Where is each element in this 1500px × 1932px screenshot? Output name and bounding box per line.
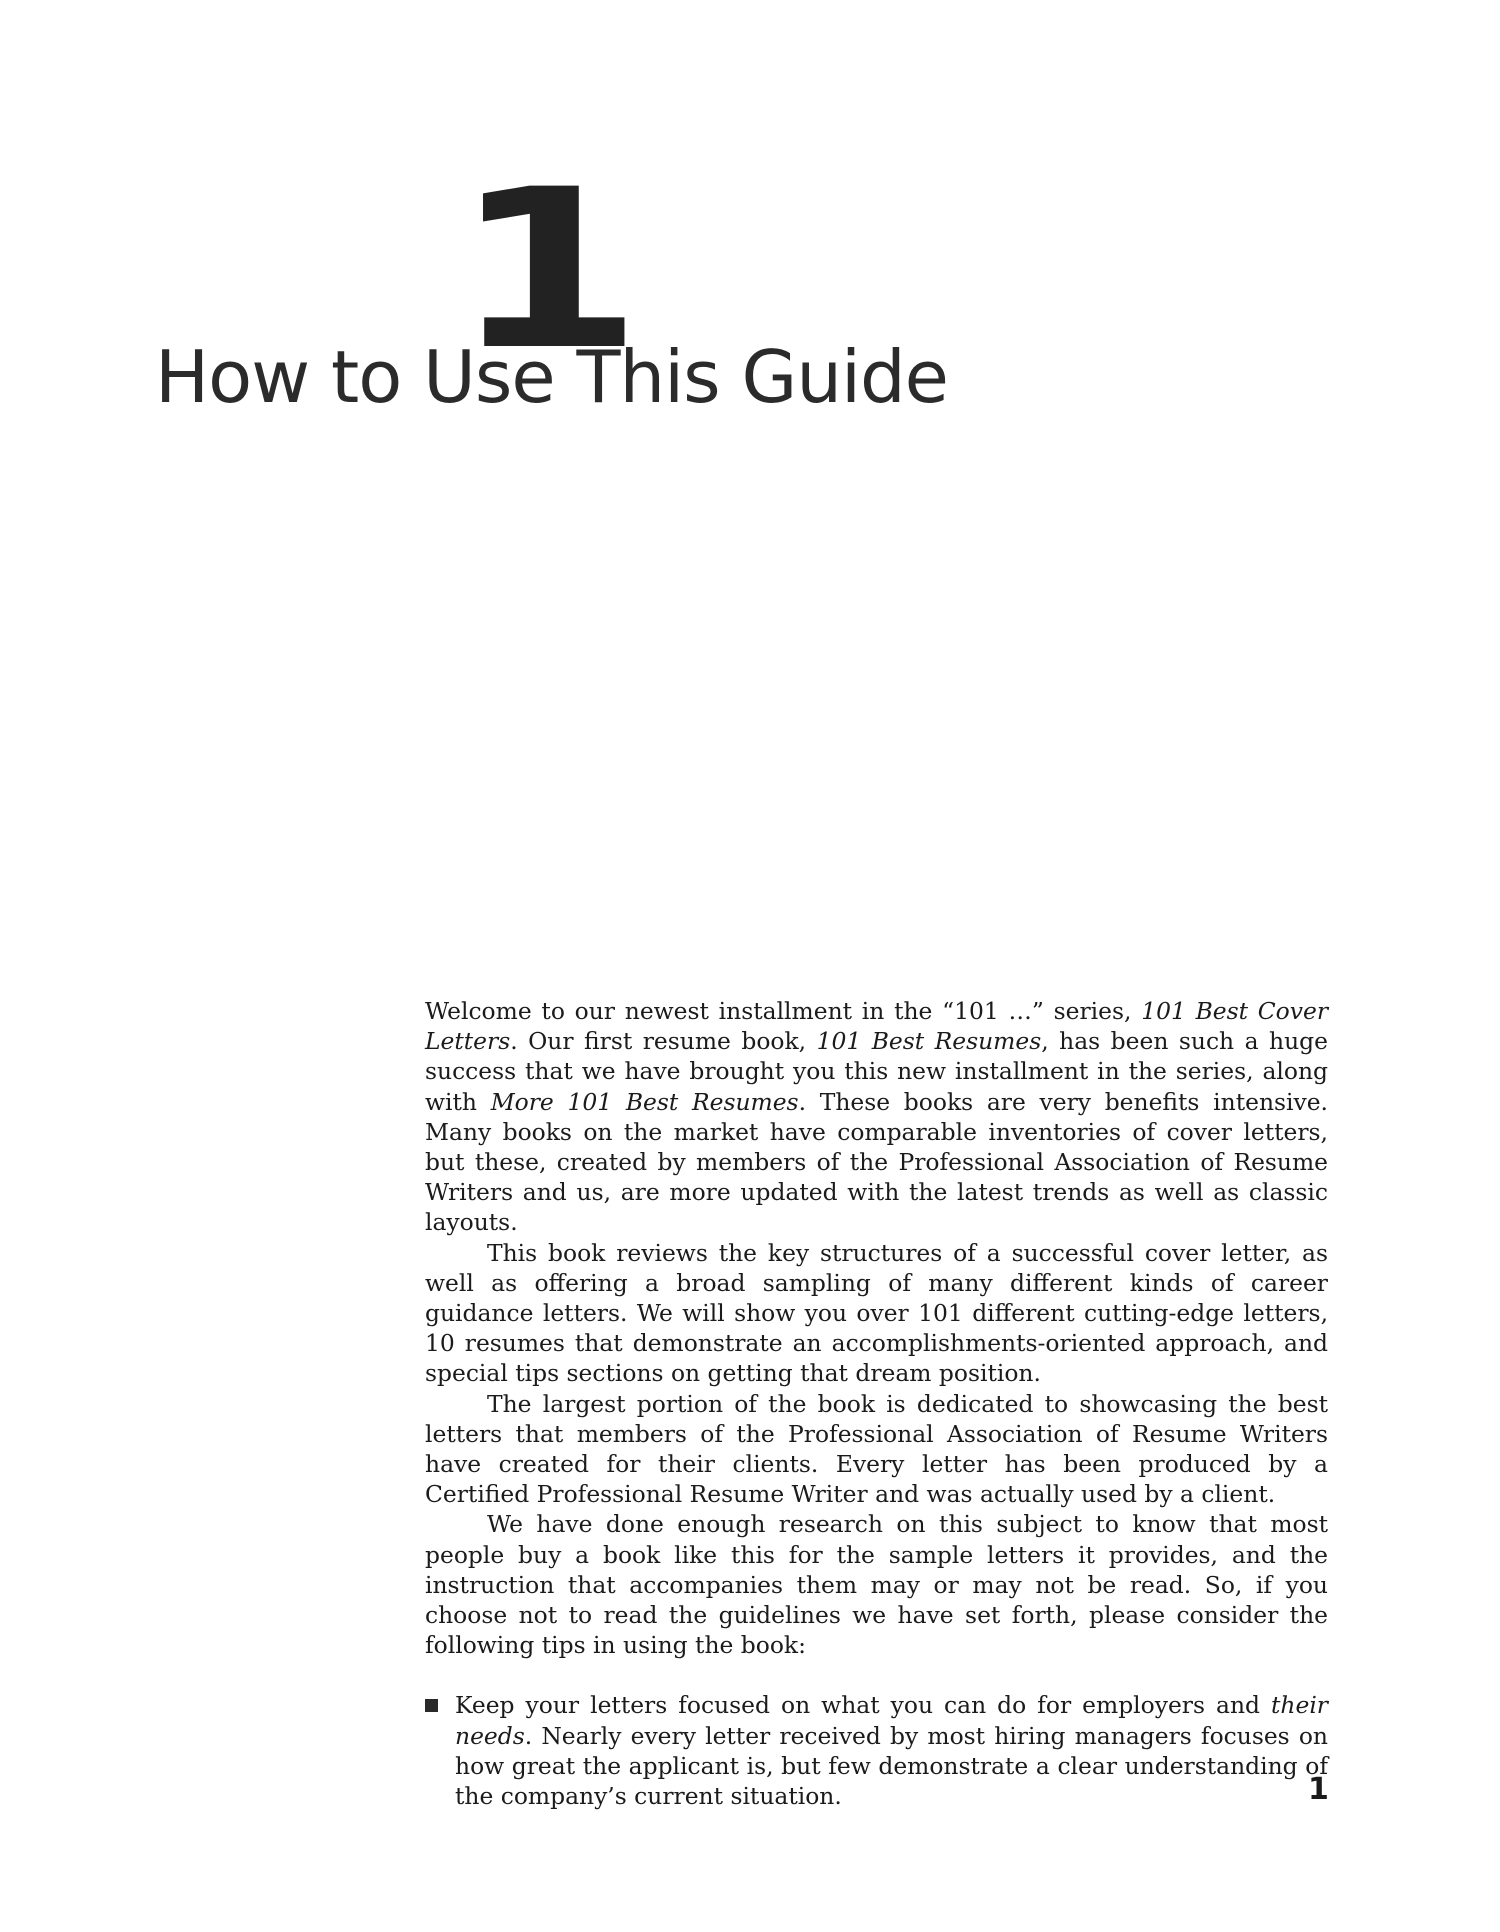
list-item: [425, 1690, 1328, 1811]
square-bullet-icon: [425, 1699, 438, 1712]
chapter-title: How to Use This Guide: [155, 335, 948, 419]
text-run: Keep your letters focused on what you can do for employers and: [455, 1691, 1272, 1720]
emphasis: their needs: [455, 1691, 1328, 1750]
text-run: We have done enough research on this subject to know that most people buy a book like this for the sample letters it provides, and the instruction that accompanies them may or may not be read. So, if you choose not to read the guidelines we have set forth, please consider the following tips in using the book:: [425, 1510, 1328, 1660]
tips-list: [425, 1690, 1328, 1811]
text-run: . Our first resume book,: [510, 1027, 817, 1056]
text-run: Welcome to our newest installment in the “101 …” series,: [425, 997, 1142, 1025]
paragraph-intro: [425, 996, 1328, 1238]
paragraph-research: [425, 1509, 1328, 1660]
paragraph-structures: [425, 1238, 1328, 1389]
text-run: , has been such a huge success that we have brought you this new installment in the series, along with: [425, 1027, 1328, 1116]
page-number: 1: [1308, 1772, 1329, 1807]
book-title: 101 Best Cover Letters: [425, 997, 1329, 1056]
book-title: More 101 Best Resumes: [490, 1087, 799, 1116]
book-title: 101 Best Resumes: [816, 1027, 1042, 1056]
text-run: This book reviews the key structures of a successful cover letter, as well as offering a broad sampling of many different kinds of career guidance letters. We will show you over 101 different cutting-edge letters, 10 resumes that demonstrate an accomplishments-oriented approach, and special tips sections on getting that dream position.: [425, 1238, 1328, 1388]
text-run: . These books are very benefits intensive. Many books on the market have comparable inventories of cover letters, but these, created by members of the Professional Association of Resume Writers and us, are more updated with the latest trends as well as classic layouts.: [425, 1087, 1328, 1237]
paragraph-showcase: [425, 1389, 1328, 1510]
body-text: [425, 996, 1328, 1811]
text-run: The largest portion of the book is dedicated to showcasing the best letters that members of the Professional Association of Resume Writers have created for their clients. Every letter has been produced by a Certified Professional Resume Writer and was actually used by a client.: [425, 1389, 1328, 1509]
text-run: . Nearly every letter received by most hiring managers focuses on how great the applicant is, but few demonstrate a clear understanding of the company’s current situation.: [455, 1721, 1328, 1811]
chapter-number: 1: [452, 142, 644, 398]
